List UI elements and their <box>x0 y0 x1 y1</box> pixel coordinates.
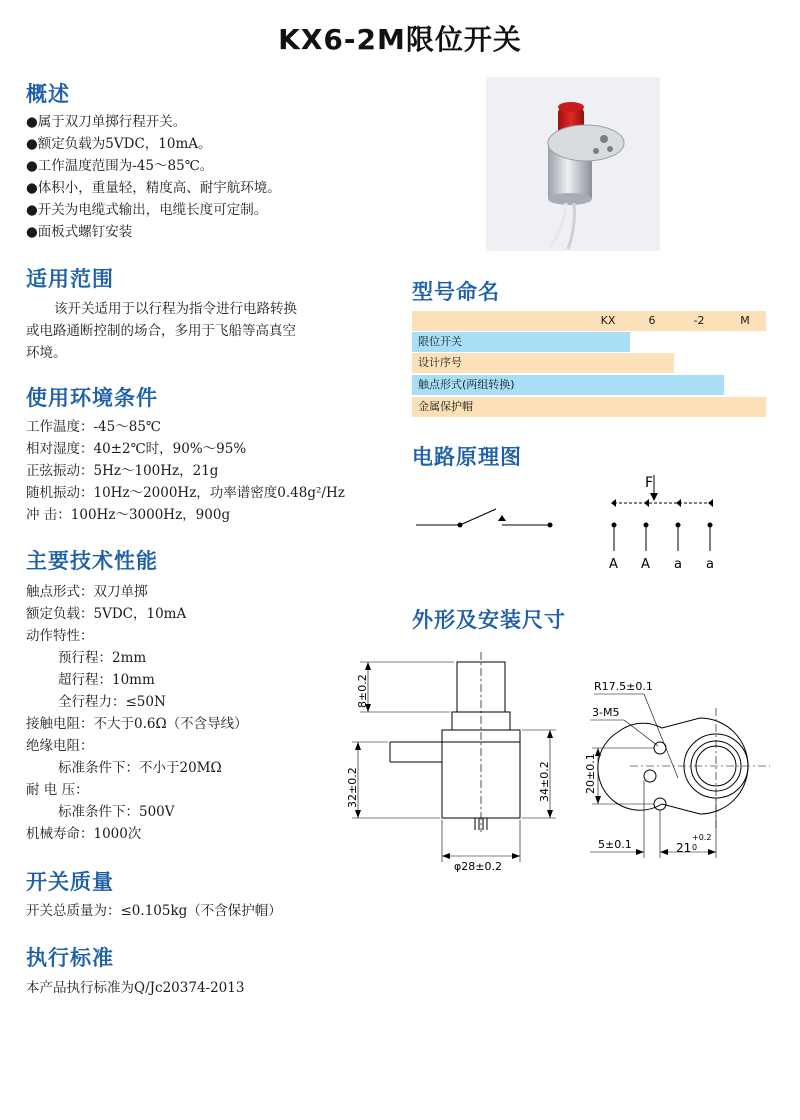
side-view-drawing <box>346 650 560 880</box>
tech-item: 接触电阻：不大于0.6Ω（不含导线） <box>26 716 248 732</box>
model-heading: 型号命名 <box>412 280 500 304</box>
page-title: KX6-2M限位开关 <box>278 23 522 56</box>
tech-item: 超行程：10mm <box>58 672 155 688</box>
product-photo <box>486 77 660 251</box>
mass-heading: 开关质量 <box>26 870 114 894</box>
overview-heading: 概述 <box>26 82 70 106</box>
tech-item: 触点形式：双刀单掷 <box>26 584 148 600</box>
scope-heading: 适用范围 <box>26 267 114 291</box>
scope-line: 或电路通断控制的场合，多用于飞船等高真空 <box>26 323 296 339</box>
dim-hole-span: 20±0.1 <box>584 753 597 794</box>
tech-item: 预行程：2mm <box>58 650 147 666</box>
model-row-4: 金属保护帽 <box>412 397 766 417</box>
env-list <box>26 416 345 526</box>
dim-diameter: φ28±0.2 <box>454 860 502 873</box>
env-item: 随机振动：10Hz～2000Hz，功率谱密度0.48g²/Hz <box>26 485 345 501</box>
env-item: 冲 击：100Hz～3000Hz，900g <box>26 507 231 523</box>
model-code-6: 6 <box>648 314 656 327</box>
overview-item: ●工作温度范围为-45～85℃。 <box>26 158 214 174</box>
dimensions-heading: 外形及安装尺寸 <box>412 608 566 632</box>
overview-item: ●额定负载为5VDC，10mA。 <box>26 136 212 152</box>
env-item: 正弦振动：5Hz～100Hz，21g <box>26 463 219 479</box>
tech-item: 额定负载：5VDC，10mA <box>26 606 187 622</box>
dim-offset: 5±0.1 <box>598 838 632 851</box>
top-view-drawing <box>570 668 784 868</box>
model-row-1: 限位开关 <box>412 332 630 352</box>
terminal-label: A <box>641 557 650 572</box>
env-heading: 使用环境条件 <box>26 386 158 410</box>
dim-distance: 21 <box>676 841 692 855</box>
dim-radius: R17.5±0.1 <box>594 680 653 693</box>
env-item: 工作温度：-45～85℃ <box>26 419 162 435</box>
env-item: 相对湿度：40±2℃时，90%～95% <box>26 441 247 457</box>
scope-text <box>26 298 376 364</box>
overview-list <box>26 111 281 243</box>
overview-item: ●属于双刀单掷行程开关。 <box>26 114 187 130</box>
dim-distance-upper: +0.2 <box>692 833 712 842</box>
tech-item: 绝缘电阻： <box>26 738 94 754</box>
terminal-label: A <box>609 557 618 572</box>
circuit-heading: 电路原理图 <box>412 445 522 469</box>
switch-photo-illustration <box>486 77 660 251</box>
overview-item: ●体积小，重量轻，精度高、耐宇航环境。 <box>26 180 281 196</box>
tech-item: 标准条件下：不小于20MΩ <box>58 760 222 776</box>
tech-item: 机械寿命：1000次 <box>26 826 142 842</box>
dim-holes: 3-M5 <box>592 706 620 719</box>
tech-item: 动作特性： <box>26 628 94 644</box>
overview-item: ●面板式螺钉安装 <box>26 224 133 240</box>
tech-item: 全行程力：≤50N <box>58 694 166 710</box>
tech-item: 标准条件下：500V <box>58 804 175 820</box>
dim-total-height: 34±0.2 <box>538 761 551 802</box>
circuit-diagram <box>400 465 780 575</box>
model-code-2: -2 <box>693 314 705 327</box>
model-row-2: 设计序号 <box>412 353 674 373</box>
dim-cap-height: 8±0.2 <box>356 674 369 708</box>
scope-line: 环境。 <box>26 345 67 361</box>
tech-list <box>26 581 248 845</box>
scope-line: 该开关适用于以行程为指令进行电路转换 <box>54 301 297 317</box>
dim-distance-lower: 0 <box>692 843 698 852</box>
mass-text: 开关总质量为：≤0.105kg（不含保护帽） <box>26 903 282 919</box>
model-code-kx: KX <box>600 314 616 327</box>
standard-heading: 执行标准 <box>26 946 114 970</box>
model-row-3: 触点形式(两组转换) <box>412 375 724 395</box>
force-label: F <box>645 475 654 491</box>
terminal-label: a <box>706 557 714 572</box>
standard-text: 本产品执行标准为Q/Jc20374-2013 <box>26 980 245 996</box>
dim-body-height: 32±0.2 <box>346 767 359 808</box>
tech-item: 耐 电 压： <box>26 782 89 798</box>
terminal-label: a <box>674 557 682 572</box>
tech-heading: 主要技术性能 <box>26 549 158 573</box>
overview-item: ●开关为电缆式输出，电缆长度可定制。 <box>26 202 268 218</box>
model-code-m: M <box>740 314 750 327</box>
